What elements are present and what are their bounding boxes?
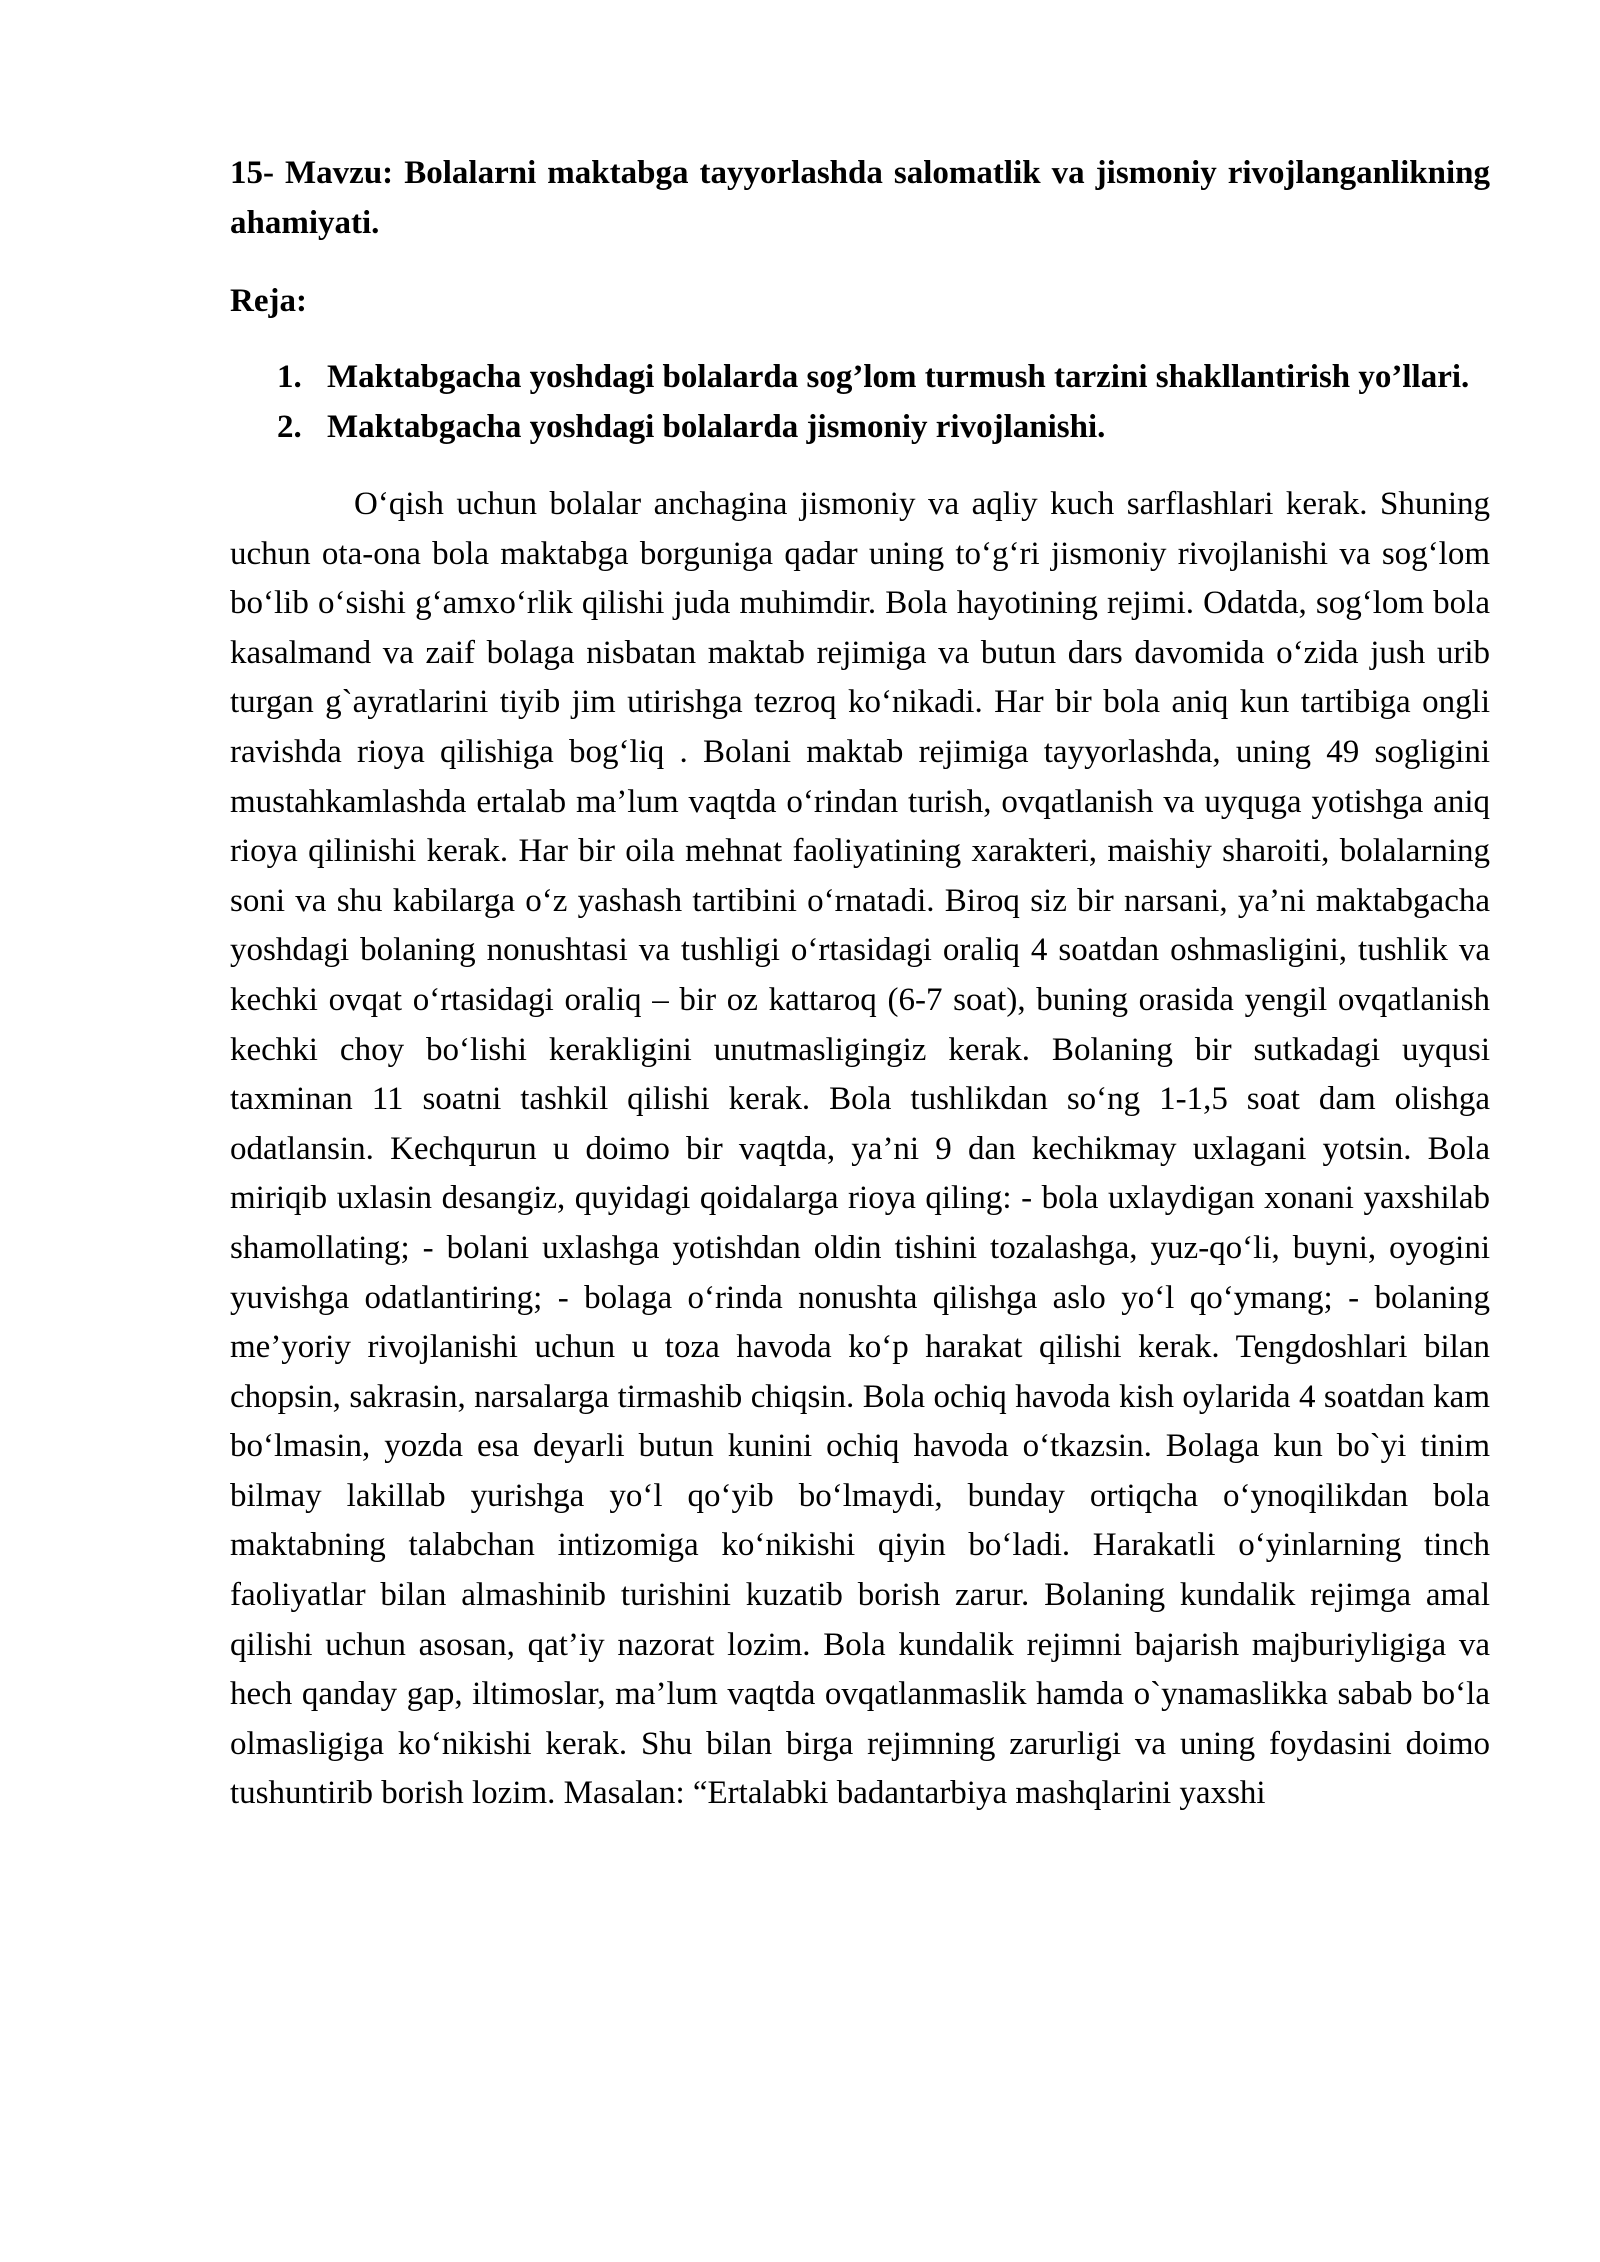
document-page xyxy=(230,148,1490,1819)
body-paragraph: O‘qish uchun bolalar anchagina jismoniy va aqliy kuch sarflashlari kerak. Shuning uchun ota-ona bola maktabga borguniga qadar uning to‘g‘ri jismoniy rivojlanishi va sog‘lom bo‘lib o‘sishi g‘amxo‘rlik qilishi juda muhimdir. Bola hayotining rejimi. Odatda, sog‘lom bola kasalmand va zaif bolaga nisbatan maktab rejimiga va butun dars davomida o‘zida jush urib turgan g`ayratlarini tiyib jim utirishga tezroq ko‘nikadi. Har bir bola aniq kun tartibiga ongli ravishda rioya qilishiga bog‘liq . Bolani maktab rejimiga tayyorlashda, uning 49 sogligini mustahkamlashda ertalab ma’lum vaqtda o‘rindan turish, ovqatlanish va uyquga yotishga aniq rioya qilinishi kerak. Har bir oila mehnat faoliyatining xarakteri, maishiy sharoiti, bolalarning soni va shu kabilarga o‘z yashash tartibini o‘rnatadi. Biroq siz bir narsani, ya’ni maktabgacha yoshdagi bolaning nonushtasi va tushligi o‘rtasidagi oraliq 4 soatdan oshmasligini, tushlik va kechki ovqat o‘rtasidagi oraliq – bir oz kattaroq (6-7 soat), buning orasida yengil ovqatlanish kechki choy bo‘lishi kerakligini unutmasligingiz kerak. Bolaning bir sutkadagi uyqusi taxminan 11 soatni tashkil qilishi kerak. Bola tushlikdan so‘ng 1-1,5 soat dam olishga odatlansin. Kechqurun u doimo bir vaqtda, ya’ni 9 dan kechikmay uxlagani yotsin. Bola miriqib uxlasin desangiz, quyidagi qoidalarga rioya qiling: - bola uxlaydigan xonani yaxshilab shamollating; - bolani uxlashga yotishdan oldin tishini tozalashga, yuz-qo‘li, buyni, oyogini yuvishga odatlantiring; - bolaga o‘rinda nonushta qilishga aslo yo‘l qo‘ymang; - bolaning me’yoriy rivojlanishi uchun u toza havoda ko‘p harakat qilishi kerak. Tengdoshlari bilan chopsin, sakrasin, narsalarga tirmashib chiqsin. Bola ochiq havoda kish oylarida 4 soatdan kam bo‘lmasin, yozda esa deyarli butun kunini ochiq havoda o‘tkazsin. Bolaga kun bo`yi tinim bilmay lakillab yurishga yo‘l qo‘yib bo‘lmaydi, bunday ortiqcha o‘ynoqilikdan bola maktabning talabchan intizomiga ko‘nikishi qiyin bo‘ladi. Harakatli o‘yinlarning tinch faoliyatlar bilan almashinib turishini kuzatib borish zarur. Bolaning kundalik rejimga amal qilishi uchun asosan, qat’iy nazorat lozim. Bola kundalik rejimni bajarish majburiyligiga va hech qanday gap, iltimoslar, ma’lum vaqtda ovqatlanmaslik hamda o`ynamaslikka sabab bo‘la olmasligiga ko‘nikishi kerak. Shu bilan birga rejimning zarurligi va uning foydasini doimo tushuntirib borish lozim. Masalan: “Ertalabki badantarbiya mashqlarini yaxshi xyxy=(230,486,1490,1812)
plan-item-number: 1. xyxy=(277,359,302,395)
plan-item-number: 2. xyxy=(277,409,302,445)
plan-item xyxy=(230,402,1490,452)
plan-heading: Reja: xyxy=(230,283,307,319)
plan-item xyxy=(230,352,1490,402)
plan-item-text: Maktabgacha yoshdagi bolalarda jismoniy rivojlanishi. xyxy=(327,409,1106,445)
document-title: 15- Mavzu: Bolalarni maktabga tayyorlashda salomatlik va jismoniy rivojlanganlikning ahamiyati. xyxy=(230,155,1490,241)
plan-item-text: Maktabgacha yoshdagi bolalarda sog’lom turmush tarzini shakllantirish yo’llari. xyxy=(327,359,1470,395)
plan-list xyxy=(230,352,1490,452)
